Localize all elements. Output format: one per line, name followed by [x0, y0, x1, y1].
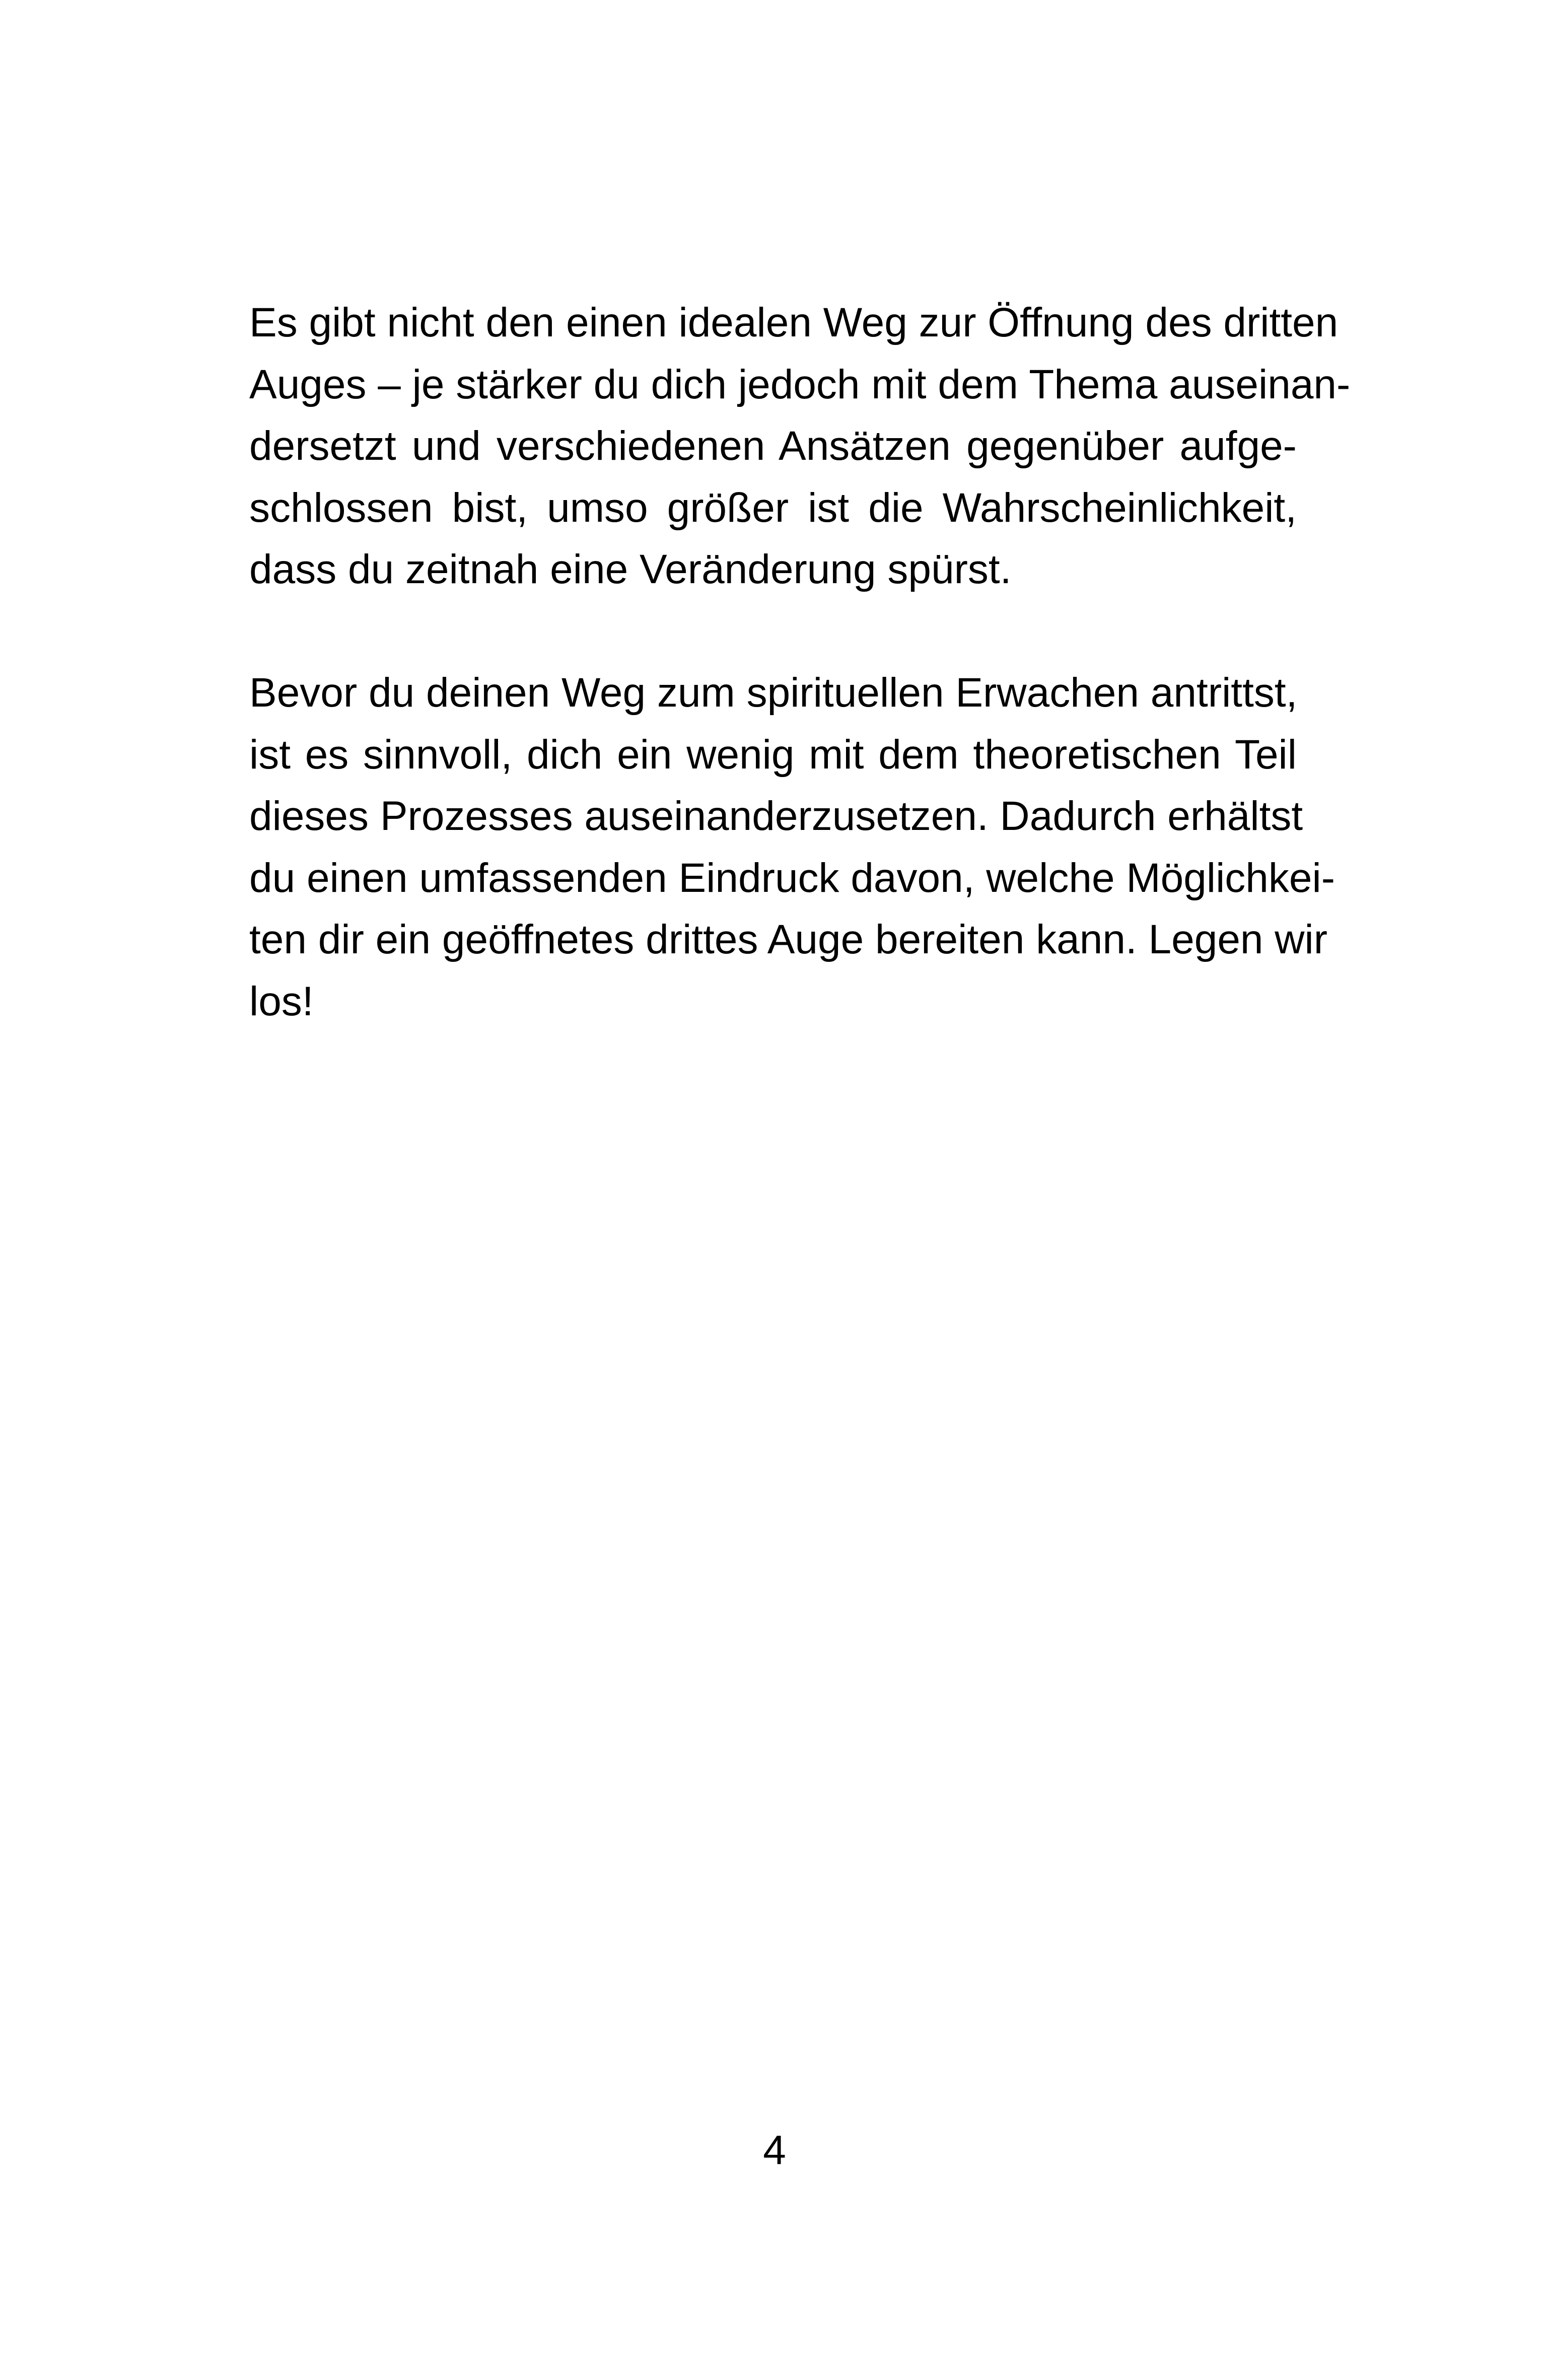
text-line: los! — [249, 978, 314, 1024]
text-line: Bevor du deinen Weg zum spirituellen Erwachen antrittst, — [249, 670, 1298, 716]
text-line: ist es sinnvoll, dich ein wenig mit dem theoretischen Teil — [249, 731, 1297, 778]
text-line: Es gibt nicht den einen idealen Weg zur Öffnung des dritten — [249, 300, 1339, 345]
text-line: dass du zeitnah eine Veränderung spürst. — [249, 546, 1012, 592]
text-line: dersetzt und verschiedenen Ansätzen gegenüber aufge- — [249, 423, 1297, 469]
text-line: Auges – je stärker du dich jedoch mit dem Thema auseinan- — [249, 361, 1351, 407]
text-line: schlossen bist, umso größer ist die Wahrscheinlichkeit, — [249, 484, 1297, 531]
body-text — [249, 292, 1351, 1032]
paragraph-gap — [249, 601, 1297, 663]
paragraph — [249, 662, 1335, 1032]
page-number: 4 — [763, 2127, 786, 2173]
text-line: dieses Prozesses auseinanderzusetzen. Dadurch erhältst — [249, 793, 1303, 839]
paragraph — [249, 292, 1351, 601]
text-line: ten dir ein geöffnetes drittes Auge bereiten kann. Legen wir — [249, 917, 1328, 962]
text-line: du einen umfassenden Eindruck davon, welche Möglichkei- — [249, 855, 1335, 901]
